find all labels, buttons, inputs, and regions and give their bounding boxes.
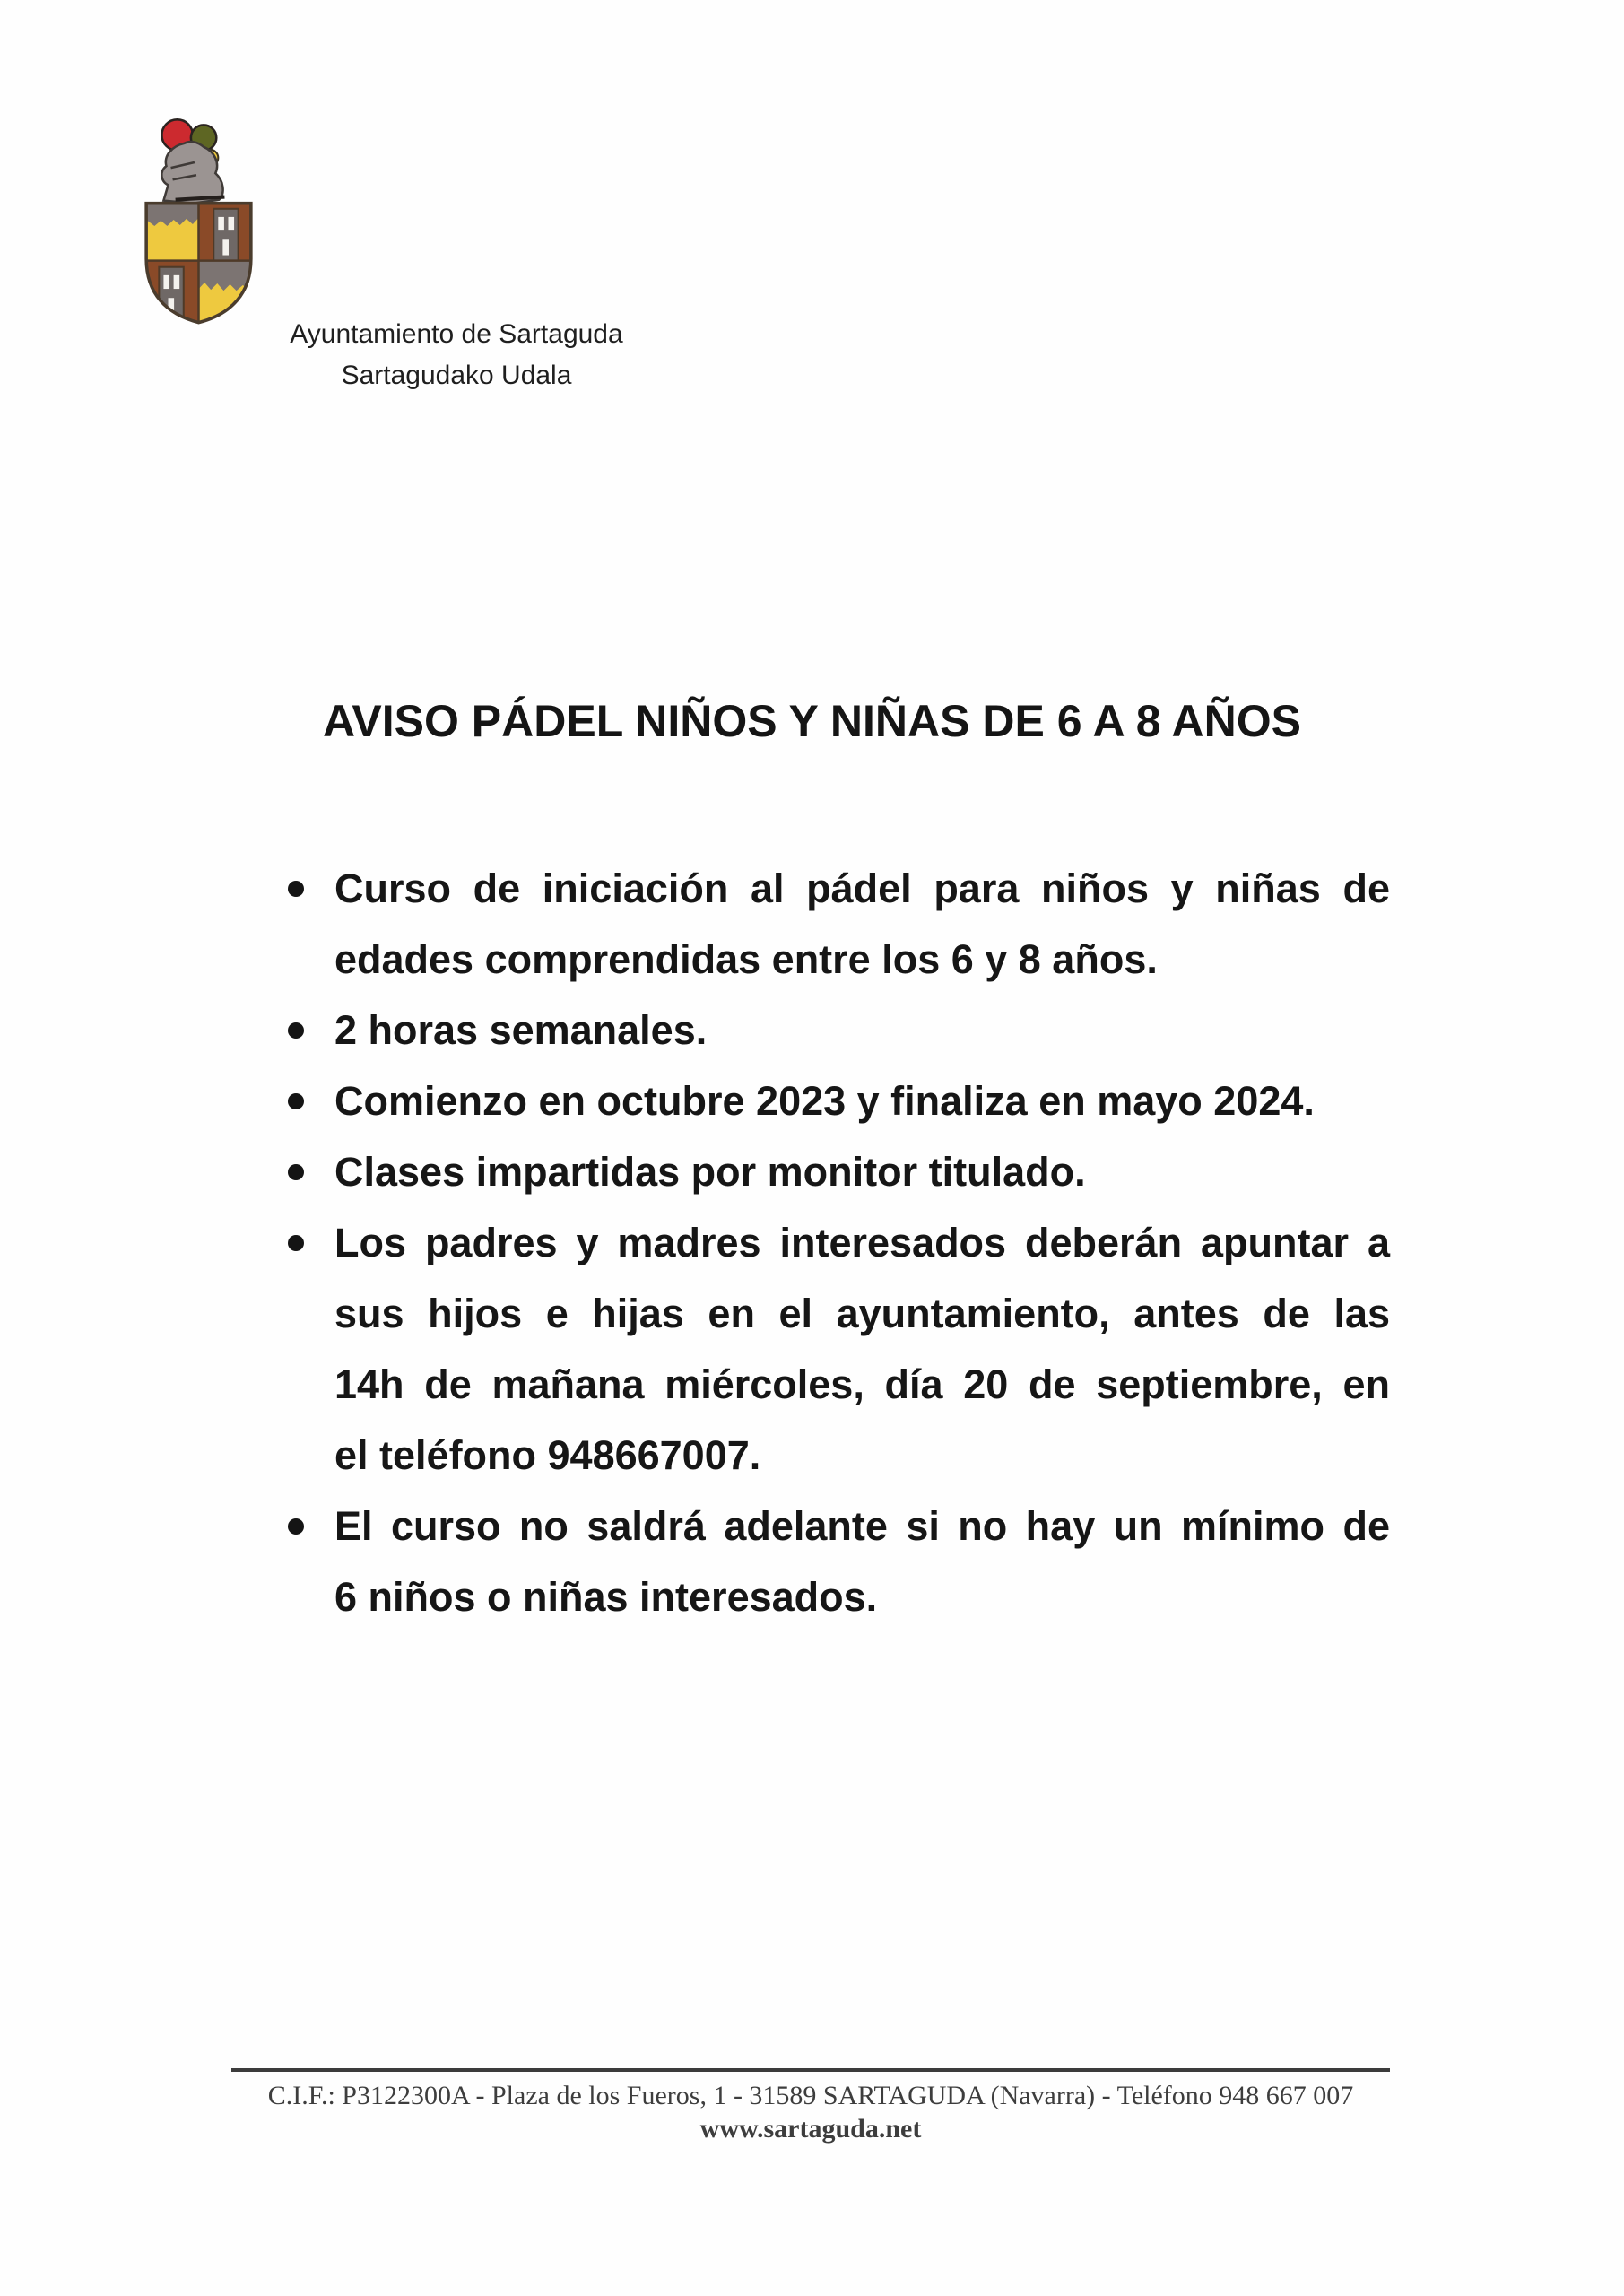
notice-line: Comienzo en octubre 2023 y finaliza en mayo 2024. xyxy=(334,1078,1315,1124)
notice-list-item xyxy=(334,995,1390,1065)
notice-line: 2 horas semanales. xyxy=(334,1007,708,1053)
notice-list-item xyxy=(334,1065,1390,1136)
notice-title: AVISO PÁDEL NIÑOS Y NIÑAS DE 6 A 8 AÑOS xyxy=(323,696,1301,746)
notice-line: edades comprendidas entre los 6 y 8 años. xyxy=(334,936,1158,982)
page-footer xyxy=(231,2068,1390,2145)
org-names xyxy=(232,314,681,396)
notice-list-item xyxy=(334,1491,1390,1632)
notice-line: sus hijos e hijas en el ayuntamiento, antes de las xyxy=(334,1291,1390,1336)
notice-line: Los padres y madres interesados deberán apuntar a xyxy=(334,1220,1390,1265)
footer-contact-info: C.I.F.: P3122300A - Plaza de los Fueros, 1 - 31589 SARTAGUDA (Navarra) - Teléfono 948 667 007 xyxy=(267,2081,1354,2110)
tower-window xyxy=(228,217,234,230)
notice-line: El curso no saldrá adelante si no hay un mínimo de xyxy=(334,1503,1390,1549)
notice-line: 6 niños o niñas interesados. xyxy=(334,1574,878,1620)
tower-window xyxy=(218,217,224,230)
notice-list-item xyxy=(334,1136,1390,1207)
notice-line: Curso de iniciación al pádel para niños y niñas de xyxy=(334,865,1390,911)
notice-line: Clases impartidas por monitor titulado. xyxy=(334,1149,1086,1195)
footer-website: www.sartaguda.net xyxy=(699,2114,922,2144)
tower-window xyxy=(222,239,229,255)
notice-list xyxy=(334,853,1390,1632)
org-name-spanish: Ayuntamiento de Sartaguda xyxy=(290,319,623,349)
notice-line: 14h de mañana miércoles, día 20 de septiembre, en xyxy=(334,1361,1390,1407)
notice-line: el teléfono 948667007. xyxy=(334,1432,761,1478)
notice-list-item xyxy=(334,1207,1390,1491)
footer-divider xyxy=(231,2068,1390,2072)
tower-window xyxy=(163,275,169,289)
org-name-basque: Sartagudako Udala xyxy=(341,361,572,390)
notice-list-item xyxy=(334,853,1390,995)
coat-of-arms-logo xyxy=(137,115,260,330)
tower-window xyxy=(174,275,180,289)
